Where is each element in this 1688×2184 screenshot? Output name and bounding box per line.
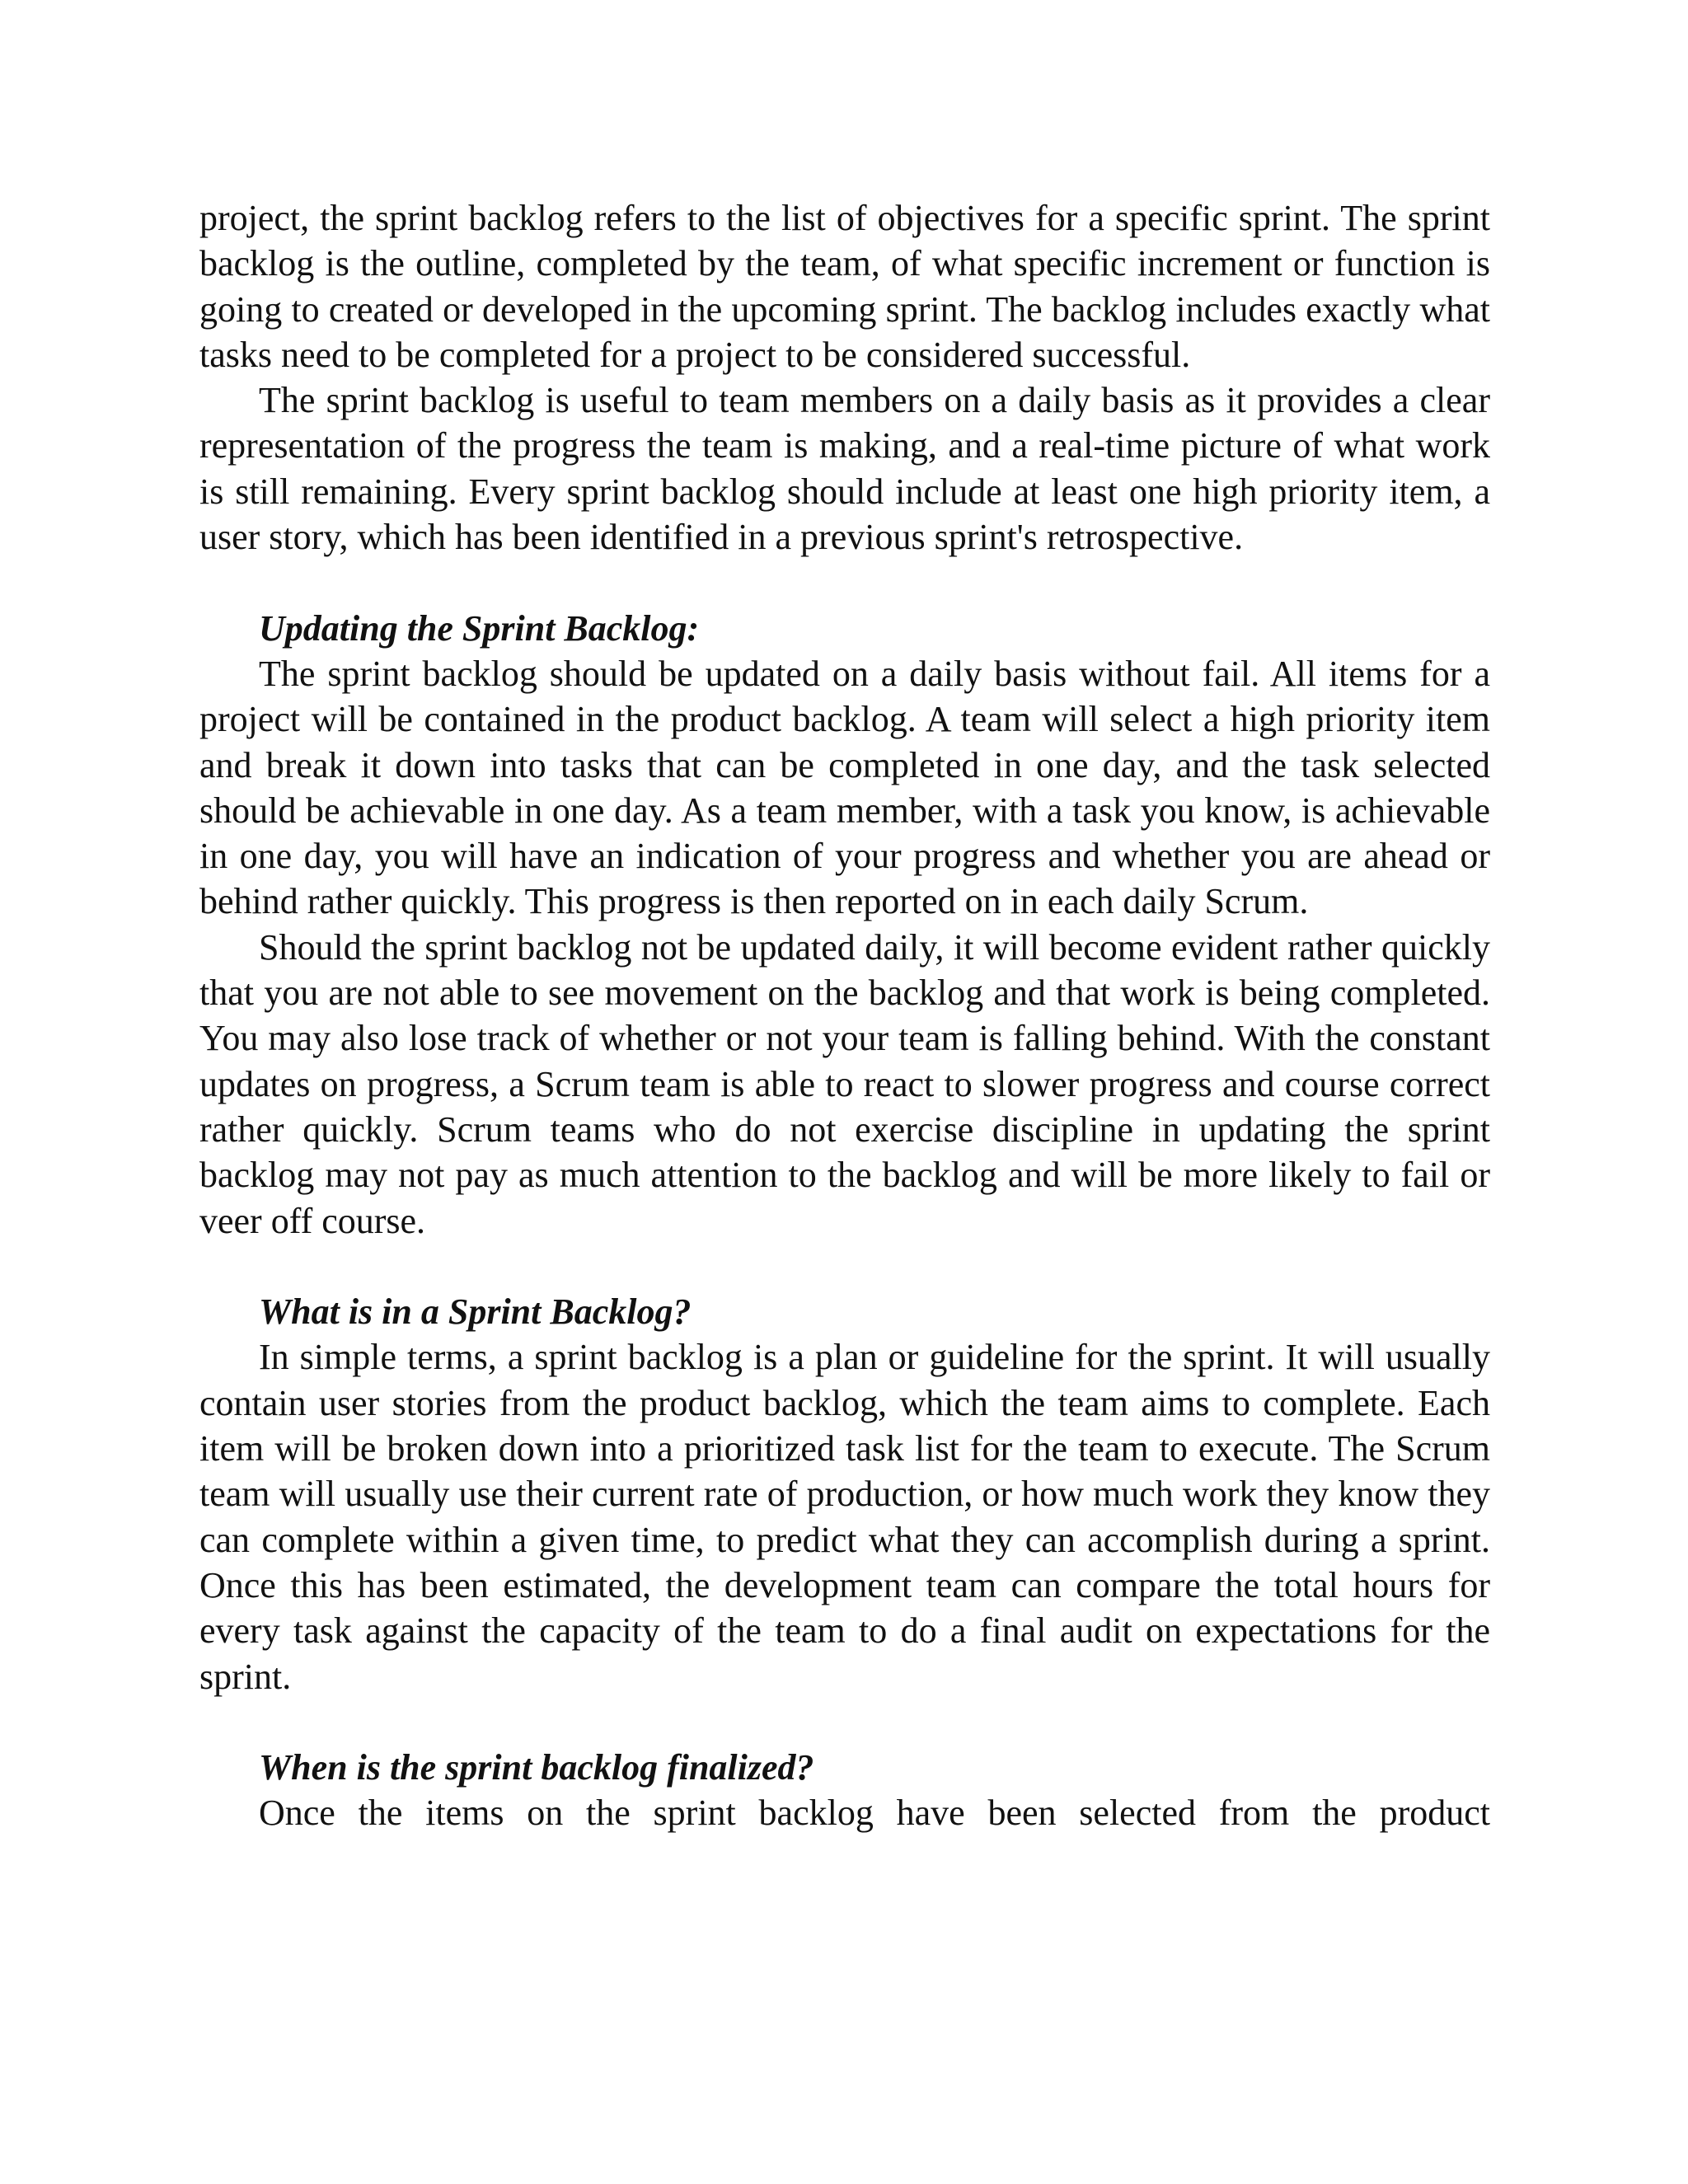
heading-when-finalized: When is the sprint backlog finalized? xyxy=(259,1747,814,1788)
heading-updating-sprint-backlog: Updating the Sprint Backlog: xyxy=(259,607,700,649)
heading-what-is-in-sprint-backlog: What is in a Sprint Backlog? xyxy=(259,1291,692,1333)
paragraph-finalized-partial: Once the items on the sprint backlog have been selected from the product xyxy=(259,1793,1490,1834)
document-body xyxy=(199,195,1490,1836)
paragraph-sprint-backlog-usefulness: The sprint backlog is useful to team members on a daily basis as it provides a clear representation of the progress the team is making, and a real-time picture of what work is still remaining. Every sprint backlog should include at least one high priority item, a user story, which has been identified in a previous sprint's retrospective. xyxy=(199,380,1490,558)
paragraph-updating-daily: The sprint backlog should be updated on a daily basis without fail. All items for a project will be contained in the product backlog. A team will select a high priority item and break it down into tasks that can be completed in one day, and the task selected should be achievable in one day. As a team member, with a task you know, is achievable in one day, you will have an indication of your progress and whether you are ahead or behind rather quickly. This progress is then reported on in each daily Scrum. xyxy=(199,653,1490,922)
paragraph-sprint-backlog-intro: project, the sprint backlog refers to the list of objectives for a specific sprint. The sprint backlog is the outline, completed by the team, of what specific increment or function is going to created or developed in the upcoming sprint. The backlog includes exactly what tasks need to be completed for a project to be considered successful. xyxy=(199,198,1490,375)
paragraph-sprint-backlog-contents: In simple terms, a sprint backlog is a plan or guideline for the sprint. It will usually contain user stories from the product backlog, which the team aims to complete. Each item will be broken down into a prioritized task list for the team to execute. The Scrum team will usually use their current rate of production, or how much work they know they can complete within a given time, to predict what they can accomplish during a sprint. Once this has been estimated, the development team can compare the total hours for every task against the capacity of the team to do a final audit on expectations for the sprint. xyxy=(199,1337,1490,1697)
paragraph-not-updated-consequences: Should the sprint backlog not be updated daily, it will become evident rather quickly that you are not able to see movement on the backlog and that work is being completed. You may also lose track of whether or not your team is falling behind. With the constant updates on progress, a Scrum team is able to react to slower progress and course correct rather quickly. Scrum teams who do not exercise discipline in updating the sprint backlog may not pay as much attention to the backlog and will be more likely to fail or veer off course. xyxy=(199,926,1490,1241)
